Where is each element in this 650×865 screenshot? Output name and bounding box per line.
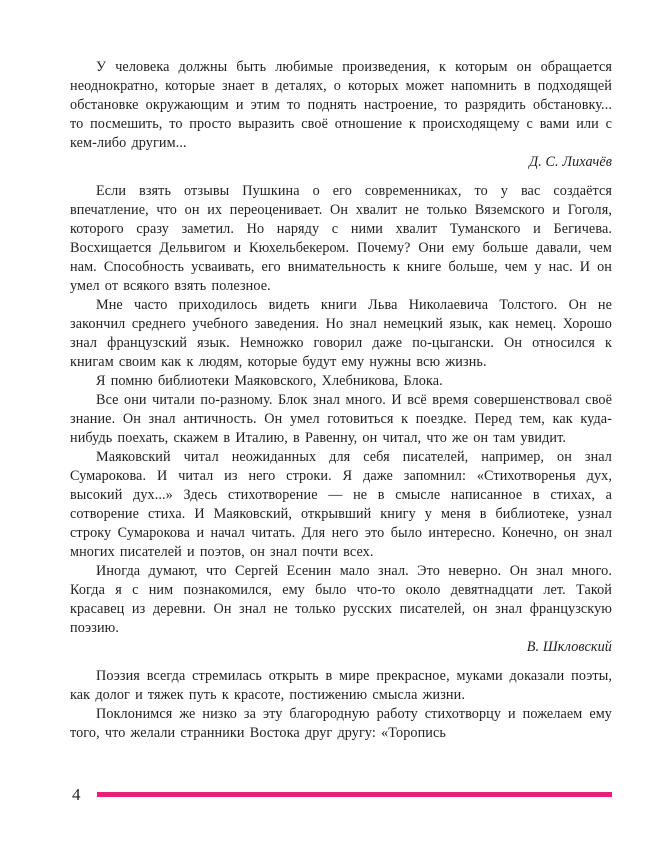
essay-paragraph-2: Мне часто приходилось видеть книги Льва Николаевича Толстого. Он не закончил среднего учебного заведения. Но знал немецкий язык, как немец. Хорошо знал французский язык. Немножко говорил даже по-цыгански. Он относился к книгам своим как к людям, которые будут ему нужны всю жизнь. bbox=[70, 297, 612, 370]
epigraph-paragraph: У человека должны быть любимые произведения, к которым он обращается неоднократно, которые знает в деталях, о которых может напомнить в подходящей обстановке окружающим и этим то поднять настроение, то разрядить обстановку... то посмешить, то просто выразить своё отношение к происходящему с вами или с кем-либо другим... bbox=[70, 59, 612, 151]
essay-paragraph-4: Все они читали по-разному. Блок знал много. И всё время совершенствовал своё знание. Он знал античность. Он умел готовиться к поездке. Перед тем, как куда-нибудь поехать, скажем в Италию, в Равенну, он читал, что же он там увидит. bbox=[70, 392, 612, 446]
page-number: 4 bbox=[72, 784, 81, 804]
essay-paragraph-3: Я помню библиотеки Маяковского, Хлебникова, Блока. bbox=[96, 373, 443, 389]
text-block bbox=[70, 58, 612, 795]
essay-paragraph-6: Иногда думают, что Сергей Есенин мало знал. Это неверно. Он знал много. Когда я с ним познакомился, ему было что-то около девятнадцати лет. Такой красавец из деревни. Он знал не только русских писателей, он знал французскую поэзию. bbox=[70, 563, 612, 636]
page-footer bbox=[72, 786, 612, 802]
essay-paragraph-5: Маяковский читал неожиданных для себя писателей, например, он знал Сумарокова. И читал из него строки. Я даже запомнил: «Стихотворенья дух, высокий дух...» Здесь стихотворение — не в смысле написанное в стихах, а сотворение стиха. И Маяковский, открывший книгу у меня в библиотеке, узнал строку Сумарокова и начал читать. Для него это было интересно. Конечно, он знал многих писателей и поэтов, он знал почти всех. bbox=[70, 449, 612, 560]
essay-attribution: В. Шкловский bbox=[526, 639, 612, 655]
closing-paragraph-2: Поклонимся же низко за эту благородную работу стихотворцу и пожелаем ему того, что желали странники Востока друг другу: «Торопись bbox=[70, 706, 612, 741]
footer-rule bbox=[97, 792, 613, 797]
closing-paragraph-1: Поэзия всегда стремилась открыть в мире прекрасное, муками доказали поэты, как долог и тяжек путь к красоте, постижению смысла жизни. bbox=[70, 668, 612, 703]
essay-paragraph-1: Если взять отзывы Пушкина о его современниках, то у вас создаётся впечатление, что он их переоценивает. Он хвалит не только Вяземского и Гоголя, которого сразу заметил. Но наряду с ними хвалит Туманского и Бегичева. Восхищается Дельвигом и Кюхельбекером. Почему? Они ему больше давали, чем нам. Способность усваивать, его внимательность к книге больше, чем у нас. И он умел от всякого взять полезное. bbox=[70, 183, 612, 294]
epigraph-attribution: Д. С. Лихачёв bbox=[529, 154, 612, 170]
